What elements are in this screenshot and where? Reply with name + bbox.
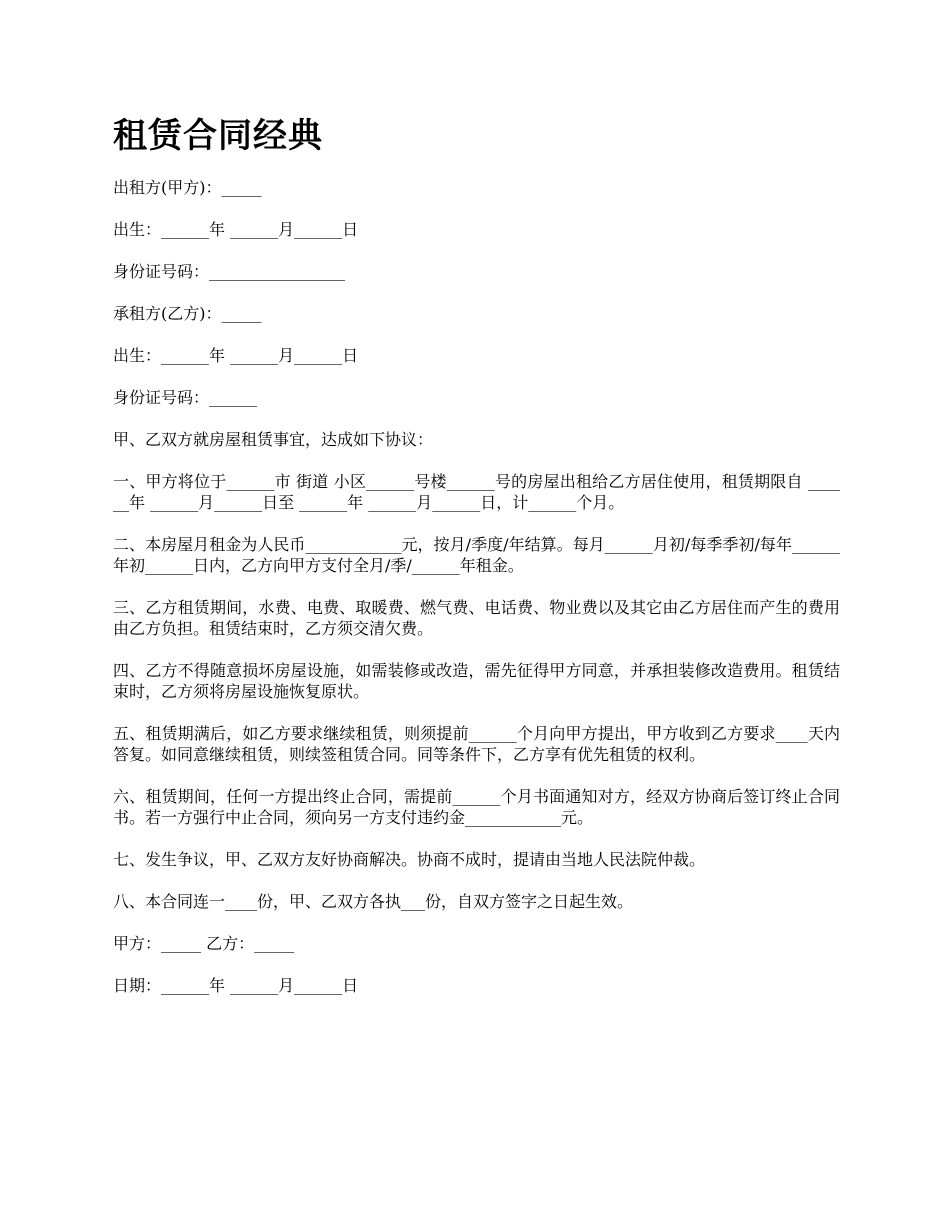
clause-7: 七、发生争议，甲、乙双方友好协商解决。协商不成时，提请由当地人民法院仲裁。 [113, 850, 706, 869]
clause-4: 四、乙方不得随意损坏房屋设施，如需装修或改造，需先征得甲方同意，并承担装修改造费用。租赁结束时，乙方须将房屋设施恢复原状。 [113, 661, 840, 701]
clause-1: 一、甲方将位于______市 街道 小区______号楼______号的房屋出租给乙方居住使用，租赁期限自 ______年 ______月______日至 ______年 ______月______日，计______个月。 [113, 472, 840, 512]
lessor-id-line: 身份证号码：_________________ [113, 262, 346, 281]
lessor-birth-line: 出生：______年 ______月______日 [113, 220, 359, 239]
lessee-id-line: 身份证号码：______ [113, 388, 258, 407]
document-title: 租赁合同经典 [113, 116, 323, 156]
lessor-line: 出租方(甲方)：_____ [113, 178, 262, 197]
date-line: 日期：______年 ______月______日 [113, 976, 359, 995]
agreement-intro: 甲、乙双方就房屋租赁事宜，达成如下协议： [113, 430, 434, 449]
clause-2: 二、本房屋月租金为人民币____________元，按月/季度/年结算。每月______月初/每季季初/每年______年初______日内，乙方向甲方支付全月/季/______年租金。 [113, 535, 840, 575]
document-page [113, 113, 840, 1017]
lessee-line: 承租方(乙方)：_____ [113, 304, 262, 323]
clause-6: 六、租赁期间，任何一方提出终止合同，需提前______个月书面通知对方，经双方协商后签订终止合同书。若一方强行中止合同，须向另一方支付违约金____________元。 [113, 787, 840, 827]
clause-8: 八、本合同连一____份，甲、乙双方各执___份，自双方签字之日起生效。 [113, 892, 634, 911]
clause-3: 三、乙方租赁期间，水费、电费、取暖费、燃气费、电话费、物业费以及其它由乙方居住而产生的费用由乙方负担。租赁结束时，乙方须交清欠费。 [113, 598, 840, 638]
lessee-birth-line: 出生：______年 ______月______日 [113, 346, 359, 365]
clause-5: 五、租赁期满后，如乙方要求继续租赁，则须提前______个月向甲方提出，甲方收到乙方要求____天内答复。如同意继续租赁，则续签租赁合同。同等条件下，乙方享有优先租赁的权利。 [113, 724, 840, 764]
signature-line: 甲方：_____ 乙方：_____ [113, 934, 295, 953]
